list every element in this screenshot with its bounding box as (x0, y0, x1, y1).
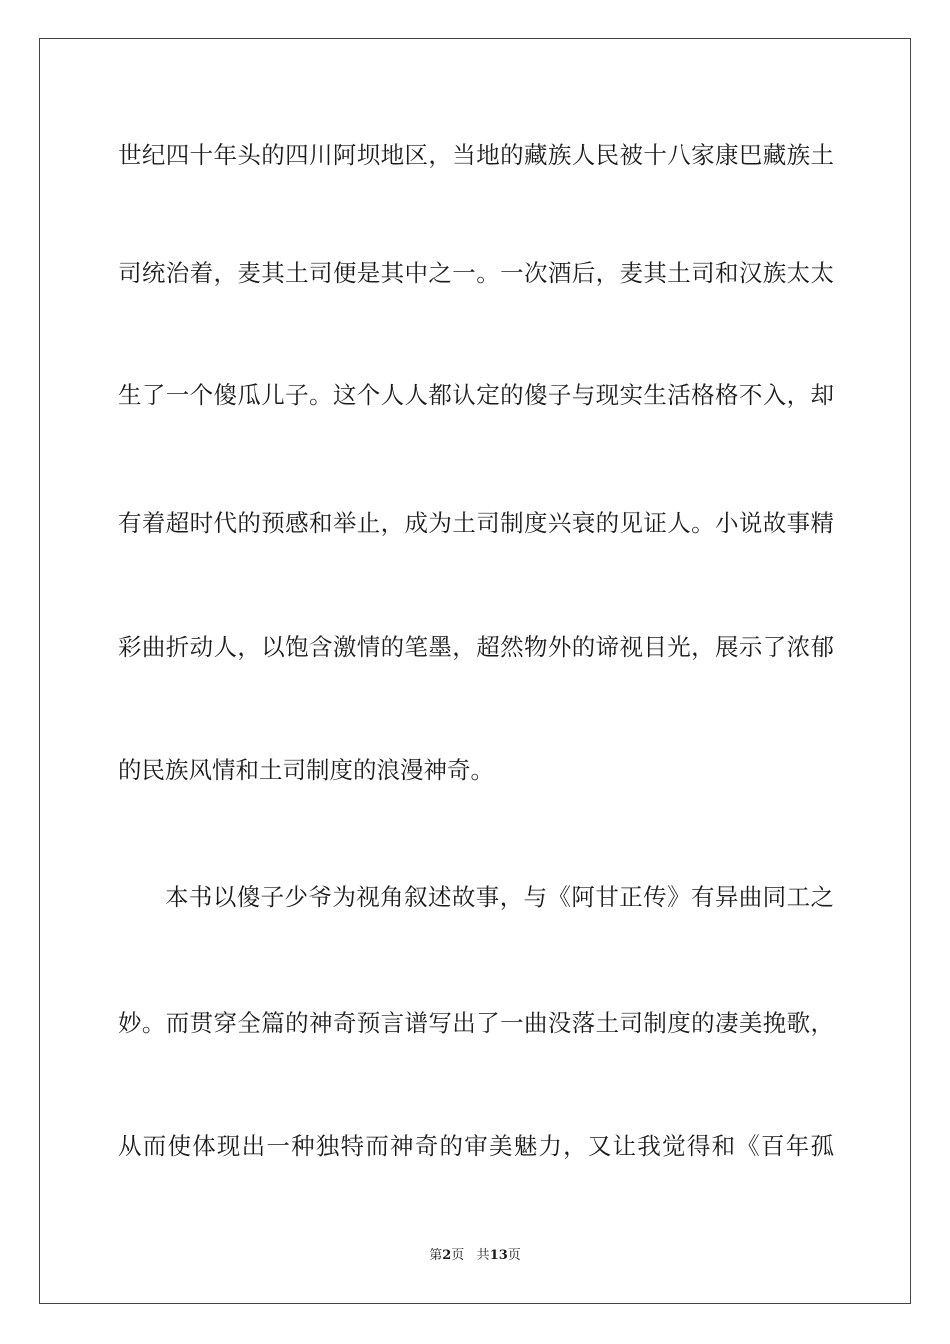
page-footer (0, 1248, 950, 1264)
page-frame (39, 38, 911, 1304)
text-line: 生了一个傻瓜儿子。这个人人都认定的傻子与现实生活格格不入，却 (118, 381, 834, 409)
footer-total-suffix: 页 (507, 1248, 521, 1263)
footer-page-suffix: 页 (451, 1248, 465, 1263)
text-line: 世纪四十年头的四川阿坝地区，当地的藏族人民被十八家康巴藏族土 (118, 141, 834, 169)
paragraph-first-line: 本书以傻子少爷为视角叙述故事，与《阿甘正传》有异曲同工之 (165, 883, 834, 911)
total-pages: 13 (489, 1248, 508, 1263)
text-line: 从而使体现出一种独特而神奇的审美魅力，又让我觉得和《百年孤 (118, 1132, 834, 1160)
footer-prefix: 第 (429, 1248, 443, 1263)
text-line: 彩曲折动人，以饱含激情的笔墨，超然物外的谛视目光，展示了浓郁 (118, 633, 834, 661)
text-line: 司统治着，麦其土司便是其中之一。一次酒后，麦其土司和汉族太太 (118, 259, 834, 287)
text-line: 的民族风情和土司制度的浪漫神奇。 (118, 756, 494, 784)
text-line: 有着超时代的预感和举止，成为土司制度兴衰的见证人。小说故事精 (118, 509, 834, 537)
text-line: 妙。而贯穿全篇的神奇预言谱写出了一曲没落土司制度的凄美挽歌， (118, 1009, 834, 1037)
page-number: 2 (442, 1248, 452, 1263)
footer-total-prefix: 共 (476, 1248, 490, 1263)
